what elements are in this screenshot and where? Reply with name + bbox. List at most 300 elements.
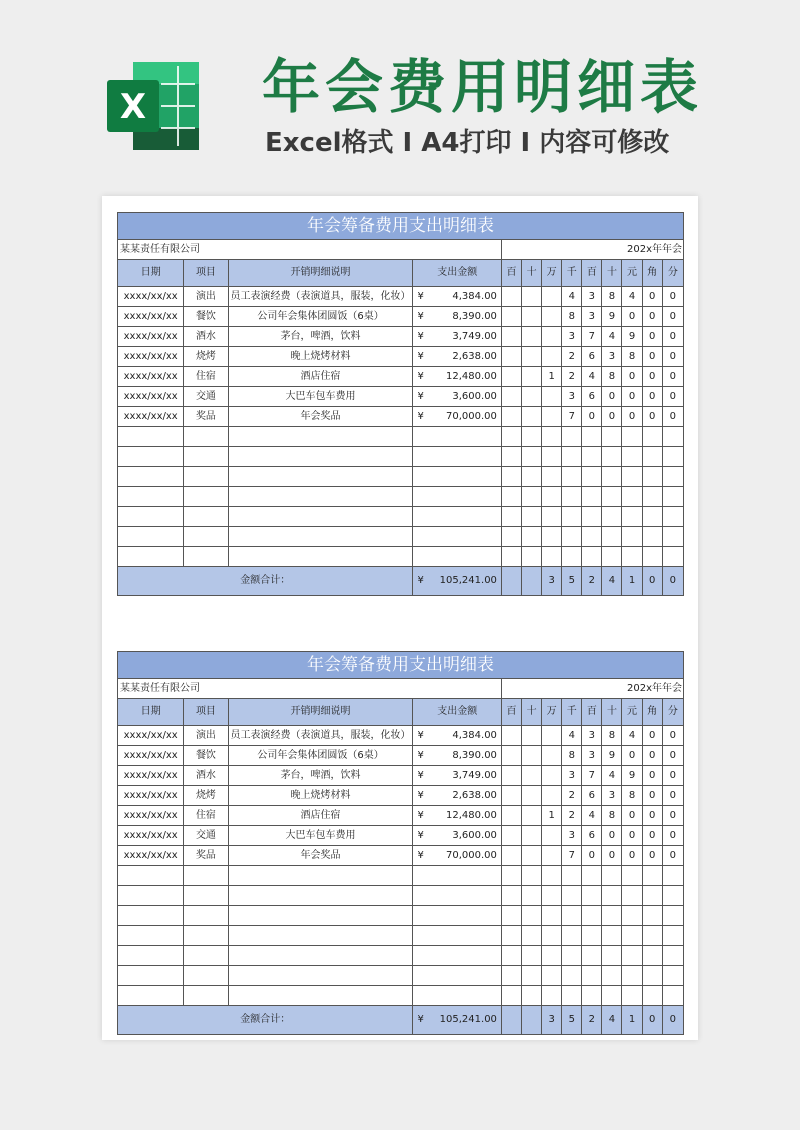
digit-cell[interactable]: 3 <box>582 287 602 307</box>
empty-cell[interactable] <box>522 866 542 886</box>
digit-cell[interactable]: 2 <box>562 367 582 387</box>
empty-cell[interactable] <box>118 866 184 886</box>
empty-cell[interactable] <box>118 547 184 567</box>
amount-cell[interactable]: 3,600.00 <box>431 826 501 846</box>
item-cell[interactable]: 住宿 <box>184 806 228 826</box>
empty-cell[interactable] <box>184 547 228 567</box>
digit-cell[interactable]: 7 <box>582 327 602 347</box>
amount-cell[interactable]: 3,600.00 <box>431 387 501 407</box>
digit-cell[interactable]: 3 <box>562 387 582 407</box>
empty-cell[interactable] <box>582 866 602 886</box>
empty-cell[interactable] <box>184 926 228 946</box>
digit-cell[interactable] <box>542 826 562 846</box>
date-cell[interactable]: xxxx/xx/xx <box>118 307 184 327</box>
amount-cell[interactable]: 3,749.00 <box>431 327 501 347</box>
digit-cell[interactable]: 8 <box>602 806 622 826</box>
digit-cell[interactable]: 8 <box>622 347 642 367</box>
digit-cell[interactable]: 3 <box>602 786 622 806</box>
empty-cell[interactable] <box>562 946 582 966</box>
empty-cell[interactable] <box>582 427 602 447</box>
item-cell[interactable]: 酒水 <box>184 327 228 347</box>
digit-cell[interactable]: 6 <box>582 387 602 407</box>
empty-cell[interactable] <box>118 427 184 447</box>
item-cell[interactable]: 奖品 <box>184 846 228 866</box>
empty-cell[interactable] <box>642 427 662 447</box>
digit-cell[interactable] <box>542 307 562 327</box>
empty-cell[interactable] <box>622 447 642 467</box>
empty-cell[interactable] <box>602 966 622 986</box>
amount-cell[interactable]: 70,000.00 <box>431 407 501 427</box>
empty-cell[interactable] <box>184 866 228 886</box>
empty-cell[interactable] <box>522 427 542 447</box>
digit-cell[interactable]: 0 <box>642 826 662 846</box>
empty-cell[interactable] <box>431 427 501 447</box>
empty-cell[interactable] <box>562 886 582 906</box>
empty-cell[interactable] <box>542 986 562 1006</box>
empty-cell[interactable] <box>501 886 521 906</box>
date-cell[interactable]: xxxx/xx/xx <box>118 327 184 347</box>
empty-cell[interactable] <box>118 886 184 906</box>
empty-cell[interactable] <box>522 926 542 946</box>
empty-cell[interactable] <box>662 966 683 986</box>
empty-cell[interactable] <box>622 986 642 1006</box>
empty-cell[interactable] <box>662 427 683 447</box>
empty-cell[interactable] <box>228 467 413 487</box>
digit-cell[interactable]: 0 <box>662 367 683 387</box>
empty-cell[interactable] <box>501 946 521 966</box>
empty-cell[interactable] <box>562 447 582 467</box>
digit-cell[interactable] <box>522 307 542 327</box>
description-cell[interactable]: 晚上烧烤材料 <box>228 347 413 367</box>
description-cell[interactable]: 公司年会集体团圆饭（6桌） <box>228 746 413 766</box>
empty-cell[interactable] <box>662 926 683 946</box>
empty-cell[interactable] <box>228 527 413 547</box>
empty-cell[interactable] <box>662 906 683 926</box>
empty-cell[interactable] <box>582 527 602 547</box>
amount-cell[interactable]: 8,390.00 <box>431 307 501 327</box>
digit-cell[interactable]: 8 <box>602 726 622 746</box>
empty-cell[interactable] <box>642 866 662 886</box>
digit-cell[interactable]: 0 <box>622 367 642 387</box>
digit-cell[interactable]: 0 <box>642 327 662 347</box>
amount-cell[interactable]: 4,384.00 <box>431 287 501 307</box>
empty-cell[interactable] <box>542 866 562 886</box>
digit-cell[interactable]: 0 <box>622 407 642 427</box>
empty-cell[interactable] <box>522 487 542 507</box>
digit-cell[interactable]: 0 <box>642 307 662 327</box>
description-cell[interactable]: 员工表演经费（表演道具，服装，化妆） <box>228 726 413 746</box>
empty-cell[interactable] <box>184 467 228 487</box>
digit-cell[interactable]: 1 <box>542 367 562 387</box>
empty-cell[interactable] <box>413 926 431 946</box>
empty-cell[interactable] <box>562 527 582 547</box>
empty-cell[interactable] <box>501 427 521 447</box>
digit-cell[interactable] <box>522 766 542 786</box>
empty-cell[interactable] <box>522 946 542 966</box>
digit-cell[interactable]: 0 <box>662 307 683 327</box>
empty-cell[interactable] <box>662 547 683 567</box>
digit-cell[interactable] <box>501 826 521 846</box>
empty-cell[interactable] <box>542 946 562 966</box>
digit-cell[interactable] <box>522 327 542 347</box>
digit-cell[interactable]: 0 <box>642 347 662 367</box>
empty-cell[interactable] <box>118 906 184 926</box>
description-cell[interactable]: 酒店住宿 <box>228 806 413 826</box>
empty-cell[interactable] <box>542 547 562 567</box>
digit-cell[interactable]: 6 <box>582 826 602 846</box>
empty-cell[interactable] <box>562 926 582 946</box>
empty-cell[interactable] <box>501 866 521 886</box>
empty-cell[interactable] <box>562 507 582 527</box>
empty-cell[interactable] <box>118 926 184 946</box>
digit-cell[interactable]: 0 <box>622 746 642 766</box>
empty-cell[interactable] <box>642 906 662 926</box>
date-cell[interactable]: xxxx/xx/xx <box>118 347 184 367</box>
empty-cell[interactable] <box>622 886 642 906</box>
digit-cell[interactable]: 3 <box>582 726 602 746</box>
date-cell[interactable]: xxxx/xx/xx <box>118 726 184 746</box>
empty-cell[interactable] <box>562 427 582 447</box>
empty-cell[interactable] <box>582 966 602 986</box>
empty-cell[interactable] <box>582 906 602 926</box>
empty-cell[interactable] <box>542 447 562 467</box>
empty-cell[interactable] <box>431 946 501 966</box>
description-cell[interactable]: 员工表演经费（表演道具，服装，化妆） <box>228 287 413 307</box>
empty-cell[interactable] <box>522 547 542 567</box>
digit-cell[interactable]: 4 <box>602 766 622 786</box>
date-cell[interactable]: xxxx/xx/xx <box>118 846 184 866</box>
digit-cell[interactable] <box>501 287 521 307</box>
digit-cell[interactable] <box>501 846 521 866</box>
empty-cell[interactable] <box>542 427 562 447</box>
digit-cell[interactable]: 0 <box>642 786 662 806</box>
empty-cell[interactable] <box>431 966 501 986</box>
empty-cell[interactable] <box>501 487 521 507</box>
empty-cell[interactable] <box>118 507 184 527</box>
empty-cell[interactable] <box>522 966 542 986</box>
empty-cell[interactable] <box>522 507 542 527</box>
empty-cell[interactable] <box>642 447 662 467</box>
digit-cell[interactable] <box>522 387 542 407</box>
amount-cell[interactable]: 2,638.00 <box>431 347 501 367</box>
empty-cell[interactable] <box>542 507 562 527</box>
digit-cell[interactable]: 4 <box>602 327 622 347</box>
empty-cell[interactable] <box>184 527 228 547</box>
empty-cell[interactable] <box>602 547 622 567</box>
empty-cell[interactable] <box>431 866 501 886</box>
empty-cell[interactable] <box>431 507 501 527</box>
empty-cell[interactable] <box>522 986 542 1006</box>
digit-cell[interactable] <box>522 287 542 307</box>
empty-cell[interactable] <box>642 986 662 1006</box>
empty-cell[interactable] <box>602 946 622 966</box>
digit-cell[interactable]: 0 <box>662 766 683 786</box>
empty-cell[interactable] <box>228 986 413 1006</box>
empty-cell[interactable] <box>542 966 562 986</box>
digit-cell[interactable]: 7 <box>562 846 582 866</box>
digit-cell[interactable]: 0 <box>602 826 622 846</box>
empty-cell[interactable] <box>118 946 184 966</box>
empty-cell[interactable] <box>562 547 582 567</box>
empty-cell[interactable] <box>413 507 431 527</box>
digit-cell[interactable]: 6 <box>582 347 602 367</box>
item-cell[interactable]: 交通 <box>184 387 228 407</box>
digit-cell[interactable]: 7 <box>582 766 602 786</box>
empty-cell[interactable] <box>602 886 622 906</box>
digit-cell[interactable] <box>522 846 542 866</box>
empty-cell[interactable] <box>602 467 622 487</box>
date-cell[interactable]: xxxx/xx/xx <box>118 407 184 427</box>
empty-cell[interactable] <box>431 986 501 1006</box>
empty-cell[interactable] <box>413 427 431 447</box>
empty-cell[interactable] <box>542 926 562 946</box>
empty-cell[interactable] <box>431 467 501 487</box>
empty-cell[interactable] <box>431 527 501 547</box>
empty-cell[interactable] <box>228 547 413 567</box>
empty-cell[interactable] <box>184 487 228 507</box>
empty-cell[interactable] <box>582 946 602 966</box>
empty-cell[interactable] <box>582 467 602 487</box>
empty-cell[interactable] <box>184 966 228 986</box>
date-cell[interactable]: xxxx/xx/xx <box>118 806 184 826</box>
empty-cell[interactable] <box>642 527 662 547</box>
empty-cell[interactable] <box>501 467 521 487</box>
digit-cell[interactable] <box>522 726 542 746</box>
digit-cell[interactable] <box>501 307 521 327</box>
empty-cell[interactable] <box>118 527 184 547</box>
empty-cell[interactable] <box>582 986 602 1006</box>
digit-cell[interactable]: 0 <box>622 846 642 866</box>
empty-cell[interactable] <box>228 926 413 946</box>
digit-cell[interactable]: 1 <box>542 806 562 826</box>
date-cell[interactable]: xxxx/xx/xx <box>118 746 184 766</box>
empty-cell[interactable] <box>118 447 184 467</box>
empty-cell[interactable] <box>662 527 683 547</box>
empty-cell[interactable] <box>662 447 683 467</box>
empty-cell[interactable] <box>642 467 662 487</box>
digit-cell[interactable]: 0 <box>642 846 662 866</box>
empty-cell[interactable] <box>413 527 431 547</box>
digit-cell[interactable]: 8 <box>602 367 622 387</box>
empty-cell[interactable] <box>622 866 642 886</box>
digit-cell[interactable] <box>542 846 562 866</box>
empty-cell[interactable] <box>501 527 521 547</box>
empty-cell[interactable] <box>522 527 542 547</box>
digit-cell[interactable]: 3 <box>602 347 622 367</box>
empty-cell[interactable] <box>602 866 622 886</box>
digit-cell[interactable]: 9 <box>622 327 642 347</box>
empty-cell[interactable] <box>413 467 431 487</box>
empty-cell[interactable] <box>431 926 501 946</box>
digit-cell[interactable]: 0 <box>642 387 662 407</box>
empty-cell[interactable] <box>662 487 683 507</box>
date-cell[interactable]: xxxx/xx/xx <box>118 826 184 846</box>
empty-cell[interactable] <box>602 447 622 467</box>
empty-cell[interactable] <box>431 906 501 926</box>
empty-cell[interactable] <box>582 507 602 527</box>
digit-cell[interactable]: 0 <box>662 726 683 746</box>
description-cell[interactable]: 年会奖品 <box>228 407 413 427</box>
digit-cell[interactable] <box>542 387 562 407</box>
digit-cell[interactable]: 0 <box>642 746 662 766</box>
empty-cell[interactable] <box>501 447 521 467</box>
empty-cell[interactable] <box>118 487 184 507</box>
digit-cell[interactable]: 4 <box>622 726 642 746</box>
digit-cell[interactable] <box>501 766 521 786</box>
empty-cell[interactable] <box>582 487 602 507</box>
empty-cell[interactable] <box>662 866 683 886</box>
digit-cell[interactable]: 3 <box>582 746 602 766</box>
digit-cell[interactable] <box>522 746 542 766</box>
empty-cell[interactable] <box>602 906 622 926</box>
digit-cell[interactable]: 0 <box>602 407 622 427</box>
empty-cell[interactable] <box>413 886 431 906</box>
digit-cell[interactable] <box>501 387 521 407</box>
digit-cell[interactable]: 0 <box>642 407 662 427</box>
empty-cell[interactable] <box>662 507 683 527</box>
description-cell[interactable]: 大巴车包车费用 <box>228 387 413 407</box>
item-cell[interactable]: 烧烤 <box>184 786 228 806</box>
digit-cell[interactable]: 3 <box>562 327 582 347</box>
empty-cell[interactable] <box>501 966 521 986</box>
empty-cell[interactable] <box>413 487 431 507</box>
empty-cell[interactable] <box>622 527 642 547</box>
date-cell[interactable]: xxxx/xx/xx <box>118 766 184 786</box>
empty-cell[interactable] <box>562 866 582 886</box>
digit-cell[interactable]: 0 <box>662 387 683 407</box>
digit-cell[interactable] <box>542 766 562 786</box>
empty-cell[interactable] <box>413 866 431 886</box>
empty-cell[interactable] <box>184 427 228 447</box>
empty-cell[interactable] <box>431 487 501 507</box>
date-cell[interactable]: xxxx/xx/xx <box>118 367 184 387</box>
description-cell[interactable]: 大巴车包车费用 <box>228 826 413 846</box>
digit-cell[interactable] <box>542 287 562 307</box>
empty-cell[interactable] <box>228 507 413 527</box>
empty-cell[interactable] <box>642 547 662 567</box>
empty-cell[interactable] <box>184 906 228 926</box>
empty-cell[interactable] <box>118 986 184 1006</box>
digit-cell[interactable]: 0 <box>642 806 662 826</box>
digit-cell[interactable]: 4 <box>622 287 642 307</box>
empty-cell[interactable] <box>562 966 582 986</box>
description-cell[interactable]: 年会奖品 <box>228 846 413 866</box>
digit-cell[interactable] <box>501 407 521 427</box>
empty-cell[interactable] <box>622 487 642 507</box>
digit-cell[interactable]: 8 <box>622 786 642 806</box>
digit-cell[interactable]: 6 <box>582 786 602 806</box>
digit-cell[interactable]: 0 <box>662 407 683 427</box>
digit-cell[interactable]: 0 <box>602 387 622 407</box>
empty-cell[interactable] <box>662 886 683 906</box>
digit-cell[interactable]: 8 <box>602 287 622 307</box>
digit-cell[interactable] <box>522 347 542 367</box>
empty-cell[interactable] <box>622 507 642 527</box>
digit-cell[interactable]: 0 <box>662 826 683 846</box>
date-cell[interactable]: xxxx/xx/xx <box>118 786 184 806</box>
digit-cell[interactable]: 3 <box>582 307 602 327</box>
empty-cell[interactable] <box>184 886 228 906</box>
digit-cell[interactable]: 0 <box>662 806 683 826</box>
description-cell[interactable]: 公司年会集体团圆饭（6桌） <box>228 307 413 327</box>
digit-cell[interactable]: 3 <box>562 766 582 786</box>
empty-cell[interactable] <box>662 467 683 487</box>
empty-cell[interactable] <box>562 906 582 926</box>
item-cell[interactable]: 奖品 <box>184 407 228 427</box>
amount-cell[interactable]: 4,384.00 <box>431 726 501 746</box>
digit-cell[interactable]: 0 <box>662 786 683 806</box>
digit-cell[interactable]: 0 <box>662 846 683 866</box>
empty-cell[interactable] <box>413 906 431 926</box>
empty-cell[interactable] <box>522 467 542 487</box>
digit-cell[interactable]: 4 <box>562 726 582 746</box>
empty-cell[interactable] <box>542 487 562 507</box>
empty-cell[interactable] <box>228 906 413 926</box>
digit-cell[interactable]: 0 <box>642 726 662 746</box>
empty-cell[interactable] <box>622 926 642 946</box>
empty-cell[interactable] <box>118 966 184 986</box>
digit-cell[interactable] <box>501 327 521 347</box>
digit-cell[interactable] <box>542 327 562 347</box>
empty-cell[interactable] <box>228 427 413 447</box>
digit-cell[interactable] <box>522 786 542 806</box>
empty-cell[interactable] <box>622 946 642 966</box>
digit-cell[interactable]: 8 <box>562 307 582 327</box>
digit-cell[interactable]: 4 <box>562 287 582 307</box>
empty-cell[interactable] <box>184 507 228 527</box>
empty-cell[interactable] <box>662 986 683 1006</box>
item-cell[interactable]: 演出 <box>184 287 228 307</box>
digit-cell[interactable]: 0 <box>602 846 622 866</box>
empty-cell[interactable] <box>622 547 642 567</box>
empty-cell[interactable] <box>501 926 521 946</box>
empty-cell[interactable] <box>542 467 562 487</box>
digit-cell[interactable]: 0 <box>642 287 662 307</box>
empty-cell[interactable] <box>602 527 622 547</box>
digit-cell[interactable]: 0 <box>642 367 662 387</box>
digit-cell[interactable]: 0 <box>622 826 642 846</box>
digit-cell[interactable]: 9 <box>602 746 622 766</box>
digit-cell[interactable]: 0 <box>582 846 602 866</box>
digit-cell[interactable] <box>501 347 521 367</box>
digit-cell[interactable]: 0 <box>662 287 683 307</box>
description-cell[interactable]: 酒店住宿 <box>228 367 413 387</box>
digit-cell[interactable]: 0 <box>642 766 662 786</box>
empty-cell[interactable] <box>522 886 542 906</box>
empty-cell[interactable] <box>184 447 228 467</box>
digit-cell[interactable] <box>522 806 542 826</box>
empty-cell[interactable] <box>413 966 431 986</box>
digit-cell[interactable]: 0 <box>662 746 683 766</box>
empty-cell[interactable] <box>413 447 431 467</box>
digit-cell[interactable]: 2 <box>562 786 582 806</box>
empty-cell[interactable] <box>582 886 602 906</box>
empty-cell[interactable] <box>582 547 602 567</box>
date-cell[interactable]: xxxx/xx/xx <box>118 287 184 307</box>
empty-cell[interactable] <box>542 886 562 906</box>
empty-cell[interactable] <box>642 507 662 527</box>
description-cell[interactable]: 茅台，啤酒，饮料 <box>228 327 413 347</box>
empty-cell[interactable] <box>184 986 228 1006</box>
empty-cell[interactable] <box>501 547 521 567</box>
digit-cell[interactable] <box>522 826 542 846</box>
empty-cell[interactable] <box>501 507 521 527</box>
digit-cell[interactable]: 0 <box>662 327 683 347</box>
empty-cell[interactable] <box>622 427 642 447</box>
empty-cell[interactable] <box>562 467 582 487</box>
empty-cell[interactable] <box>413 946 431 966</box>
empty-cell[interactable] <box>431 547 501 567</box>
